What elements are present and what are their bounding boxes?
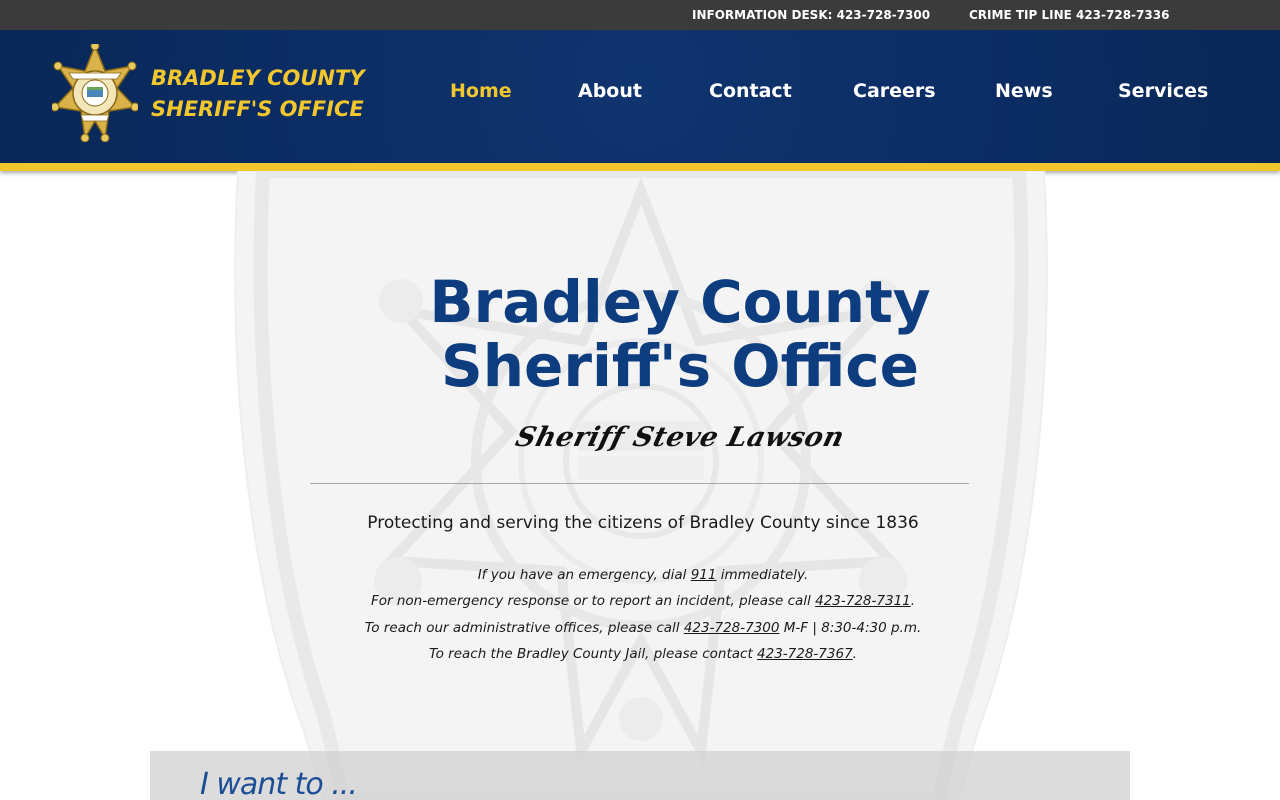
nonemergency-info-line	[300, 593, 986, 609]
nav-home[interactable]: Home	[450, 80, 512, 102]
admin-info-suffix: M-F | 8:30-4:30 p.m.	[779, 620, 922, 636]
badge-watermark-background	[218, 171, 1064, 800]
crime-tip-line-phone[interactable]: CRIME TIP LINE 423-728-7336	[969, 8, 1170, 22]
sheriff-star-badge-icon[interactable]	[52, 44, 138, 142]
logo-line-2: SHERIFF'S OFFICE	[151, 97, 364, 121]
admin-phone-link[interactable]: 423-728-7300	[683, 620, 780, 636]
nonemergency-phone-link[interactable]: 423-728-7311	[815, 593, 911, 609]
nav-careers[interactable]: Careers	[853, 80, 936, 102]
information-desk-phone[interactable]: INFORMATION DESK: 423-728-7300	[692, 8, 931, 22]
nav-services[interactable]: Services	[1118, 80, 1209, 102]
emergency-911-link[interactable]: 911	[690, 567, 717, 583]
hero-title-line-1: Bradley County	[429, 268, 931, 336]
hero-title-line-2: Sheriff's Office	[440, 332, 920, 400]
nonemergency-info-suffix: .	[910, 593, 916, 609]
nonemergency-info-text: For non-emergency response or to report an incident, please call	[370, 593, 816, 609]
header-gold-stripe	[0, 163, 1280, 171]
site-logo-text[interactable]	[151, 63, 365, 125]
emergency-info-line	[300, 567, 986, 583]
sheriff-signature: Sheriff Steve Lawson	[512, 422, 848, 453]
jail-info-text: To reach the Bradley County Jail, please contact	[429, 646, 758, 662]
logo-line-1: BRADLEY COUNTY	[151, 66, 365, 90]
top-info-bar	[0, 0, 1280, 30]
emergency-info-text: If you have an emergency, dial	[477, 567, 691, 583]
jail-info-line	[300, 646, 986, 662]
i-want-to-heading: I want to ...	[200, 767, 357, 800]
nav-about[interactable]: About	[578, 80, 642, 102]
nav-news[interactable]: News	[995, 80, 1053, 102]
jail-info-suffix: .	[852, 646, 857, 662]
jail-phone-link[interactable]: 423-728-7367	[757, 646, 853, 662]
hero-tagline: Protecting and serving the citizens of Bradley County since 1836	[367, 513, 919, 533]
hero-divider	[310, 483, 969, 484]
admin-info-text: To reach our administrative offices, please call	[364, 620, 684, 636]
admin-offices-info-line	[300, 620, 986, 636]
nav-contact[interactable]: Contact	[709, 80, 792, 102]
emergency-info-suffix: immediately.	[716, 567, 809, 583]
